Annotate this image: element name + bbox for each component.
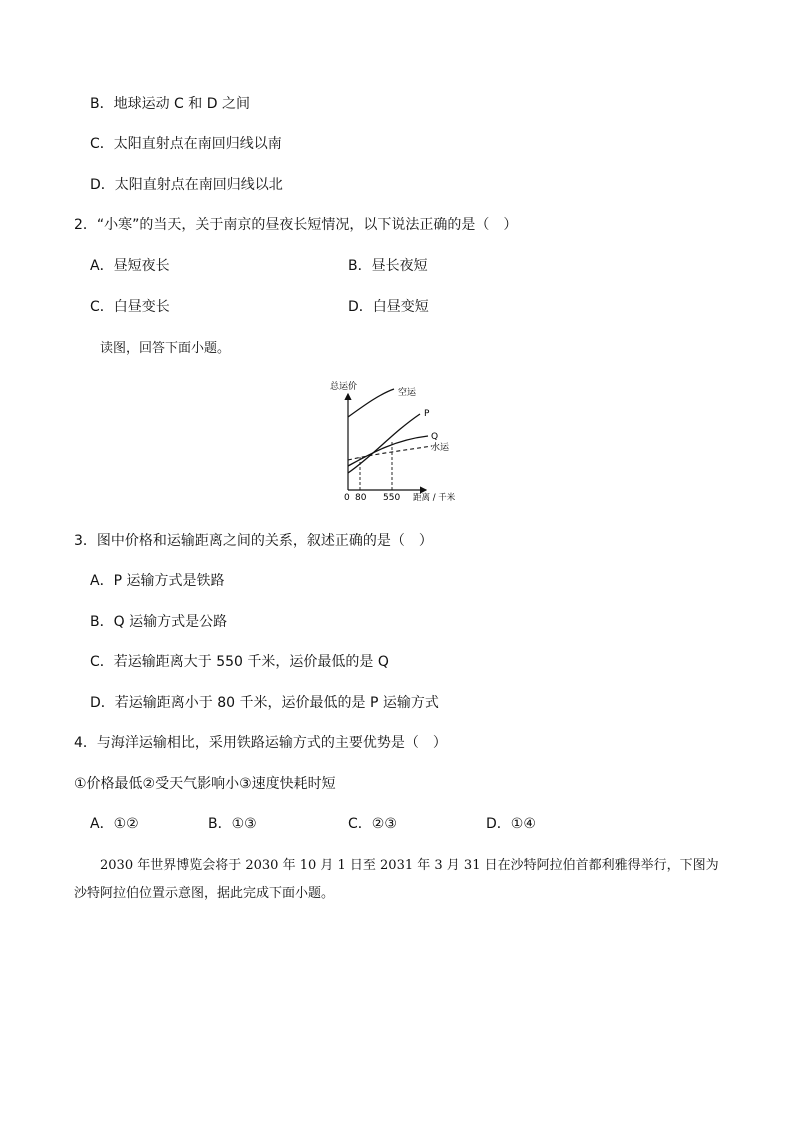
intro-expo-line1: 2030 年世界博览会将于 2030 年 10 月 1 日至 2031 年 3 月 31 日在沙特阿拉伯首都利雅得举行，下图为	[100, 858, 719, 873]
x-tick-550: 550	[383, 493, 401, 503]
q1-option-b: B．地球运动 C 和 D 之间	[90, 96, 250, 112]
q4-option-b: B．①③	[208, 816, 257, 832]
q2-option-d: D．白昼变短	[348, 299, 429, 315]
series-water-curve	[348, 446, 432, 460]
series-p-curve	[348, 414, 420, 473]
series-label-p: P	[424, 409, 430, 419]
q4-option-d: D．①④	[486, 816, 536, 832]
q3-option-b: B．Q 运输方式是公路	[90, 614, 228, 630]
q4-option-a: A．①②	[90, 816, 139, 832]
series-label-water: 水运	[431, 443, 450, 453]
q2-stem: 2．“小寒”的当天，关于南京的昼夜长短情况，以下说法正确的是（ ）	[74, 217, 518, 233]
q3-option-c: C．若运输距离大于 550 千米，运价最低的是 Q	[90, 654, 389, 670]
q1-option-c: C．太阳直射点在南回归线以南	[90, 136, 282, 152]
intro-read-figure: 读图，回答下面小题。	[100, 341, 231, 356]
intro-expo-line2: 沙特阿拉伯位置示意图，据此完成下面小题。	[74, 886, 335, 901]
series-air-curve	[348, 389, 394, 417]
series-label-air: 空运	[398, 388, 417, 398]
q2-option-c: C．白昼变长	[90, 299, 170, 315]
series-label-q: Q	[431, 432, 439, 442]
q4-statements: ①价格最低②受天气影响小③速度快耗时短	[74, 776, 336, 792]
q2-option-b: B．昼长夜短	[348, 258, 428, 274]
chart-xlabel: 距离 / 千米	[413, 493, 456, 503]
q3-option-a: A．P 运输方式是铁路	[90, 573, 225, 589]
q4-stem: 4．与海洋运输相比，采用铁路运输方式的主要优势是（ ）	[74, 735, 447, 751]
q2-option-a: A．昼短夜长	[90, 258, 170, 274]
q4-option-c: C．②③	[348, 816, 397, 832]
transport-cost-chart	[328, 378, 478, 506]
x-tick-0: 0	[344, 493, 350, 503]
q3-option-d: D．若运输距离小于 80 千米，运价最低的是 P 运输方式	[90, 695, 439, 711]
x-tick-80: 80	[355, 493, 367, 503]
q1-option-d: D．太阳直射点在南回归线以北	[90, 177, 283, 193]
chart-ylabel: 总运价	[330, 382, 358, 392]
q3-stem: 3．图中价格和运输距离之间的关系，叙述正确的是（ ）	[74, 533, 433, 549]
